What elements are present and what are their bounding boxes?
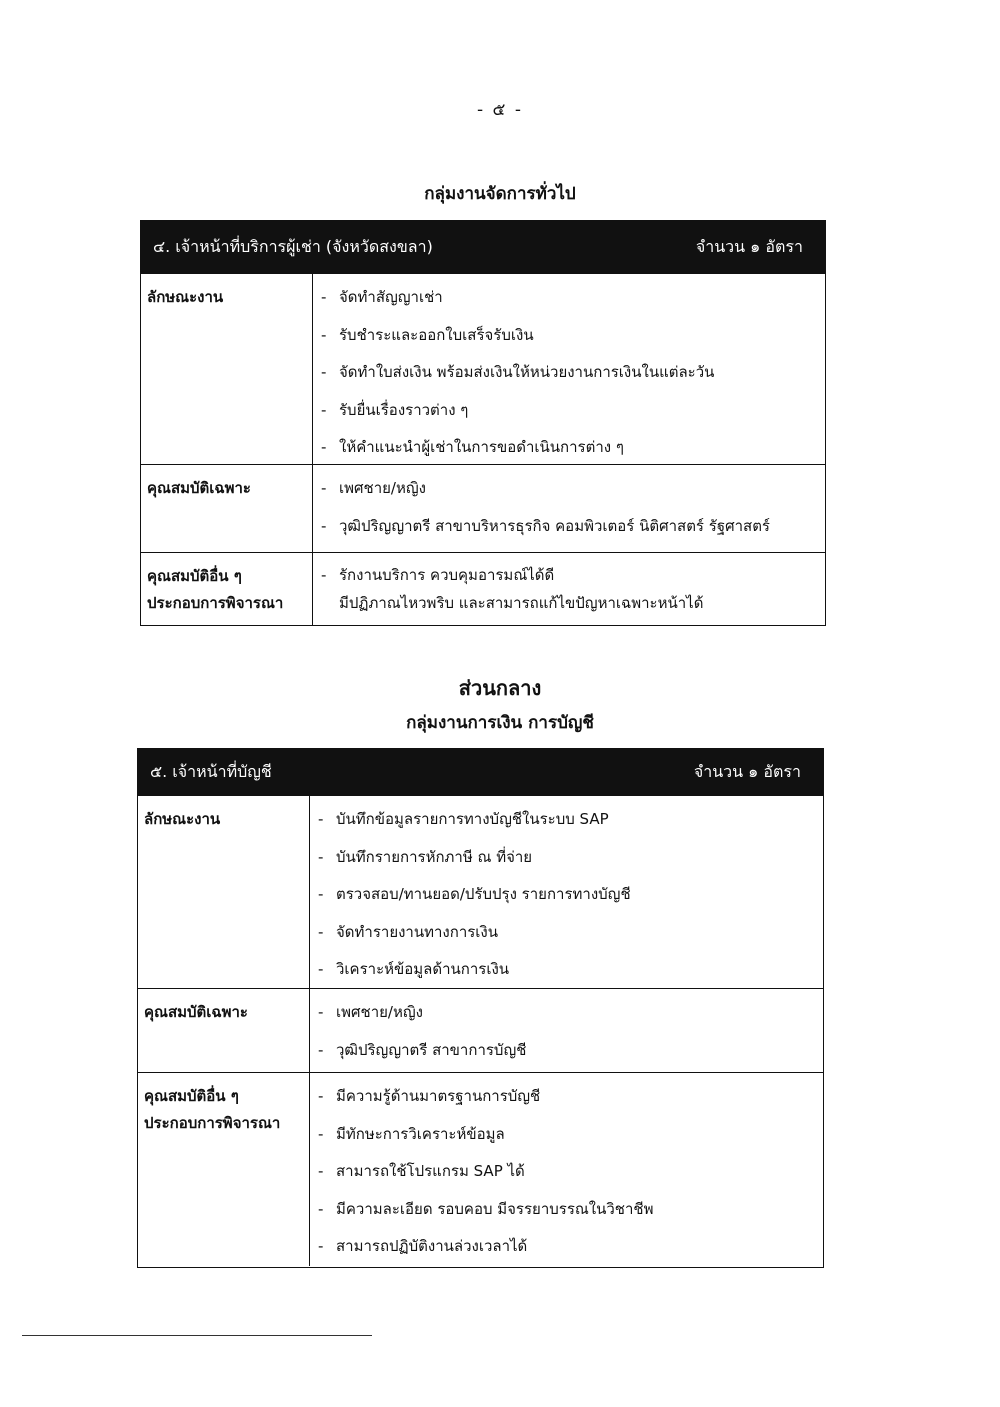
job-row-duties [141,274,825,464]
list-item: - รับชำระและออกใบเสร็จรับเงิน [321,325,534,344]
list-item-continuation: มีปฏิภาณไหวพริบ และสามารถแก้ไขปัญหาเฉพาะหน้าได้ [339,594,704,612]
list-item: - วุฒิปริญญาตรี สาขาการบัญชี [318,1040,527,1059]
list-item: - มีความรู้ด้านมาตรฐานการบัญชี [318,1087,541,1105]
list-item: - เพศชาย/หญิง [318,1003,423,1021]
row-items [310,1073,823,1266]
row-items [313,465,825,552]
job-title: ๔. เจ้าหน้าที่บริการผู้เช่า (จังหวัดสงขลา) [153,237,433,256]
job-table-accountant [137,748,824,1268]
row-label: คุณสมบัติเฉพาะ [138,989,310,1072]
job-row-other-qualifications [141,552,825,625]
job-row-other-qualifications [138,1072,823,1266]
row-items [310,796,823,988]
list-item: - รักงานบริการ ควบคุมอารมณ์ได้ดี [321,566,555,584]
row-label: คุณสมบัติอื่น ๆ ประกอบการพิจารณา [138,1073,310,1266]
job-table-tenant-service [140,220,826,626]
list-item: - มีทักษะการวิเคราะห์ข้อมูล [318,1124,505,1143]
row-label: ลักษณะงาน [138,796,310,988]
row-label: ลักษณะงาน [141,274,313,464]
list-item: - เพศชาย/หญิง [321,479,426,497]
group-title-finance-accounting: กลุ่มงานการเงิน การบัญชี [406,713,594,733]
list-item: - ตรวจสอบ/ทานยอด/ปรับปรุง รายการทางบัญชี [318,885,631,903]
row-items [310,989,823,1072]
row-items [313,274,825,464]
job-row-duties [138,796,823,988]
list-item: - ให้คำแนะนำผู้เช่าในการขอดำเนินการต่าง ๆ [321,438,624,456]
row-items [313,553,825,625]
list-item: - จัดทำใบส่งเงิน พร้อมส่งเงินให้หน่วยงานการเงินในแต่ละวัน [321,363,715,381]
job-header [138,749,823,796]
list-item: - จัดทำรายงานทางการเงิน [318,922,499,941]
job-header [141,221,825,274]
group-title-general-management: กลุ่มงานจัดการทั่วไป [424,184,576,204]
list-item: - สามารถปฏิบัติงานล่วงเวลาได้ [318,1237,528,1255]
division-title: ส่วนกลาง [458,676,542,700]
list-item: - บันทึกรายการหักภาษี ณ ที่จ่าย [318,847,533,866]
page-number: - ๕ - [477,100,523,120]
bottom-divider [22,1335,372,1336]
row-label: คุณสมบัติอื่น ๆ ประกอบการพิจารณา [141,553,313,625]
job-count: จำนวน ๑ อัตรา [693,762,801,781]
list-item: - รับยื่นเรื่องราวต่าง ๆ [321,400,469,419]
job-count: จำนวน ๑ อัตรา [695,237,803,256]
list-item: - จัดทำสัญญาเช่า [321,288,443,306]
job-row-specific-qualifications [138,988,823,1072]
list-item: - วุฒิปริญญาตรี สาขาบริหารธุรกิจ คอมพิวเตอร์ นิติศาสตร์ รัฐศาสตร์ [321,516,770,535]
job-row-specific-qualifications [141,464,825,552]
list-item: - สามารถใช้โปรแกรม SAP ได้ [318,1162,525,1180]
list-item: - บันทึกข้อมูลรายการทางบัญชีในระบบ SAP [318,810,609,828]
row-label: คุณสมบัติเฉพาะ [141,465,313,552]
list-item: - มีความละเอียด รอบคอบ มีจรรยาบรรณในวิชาชีพ [318,1199,654,1218]
job-title: ๕. เจ้าหน้าที่บัญชี [150,762,272,781]
list-item: - วิเคราะห์ข้อมูลด้านการเงิน [318,960,510,978]
